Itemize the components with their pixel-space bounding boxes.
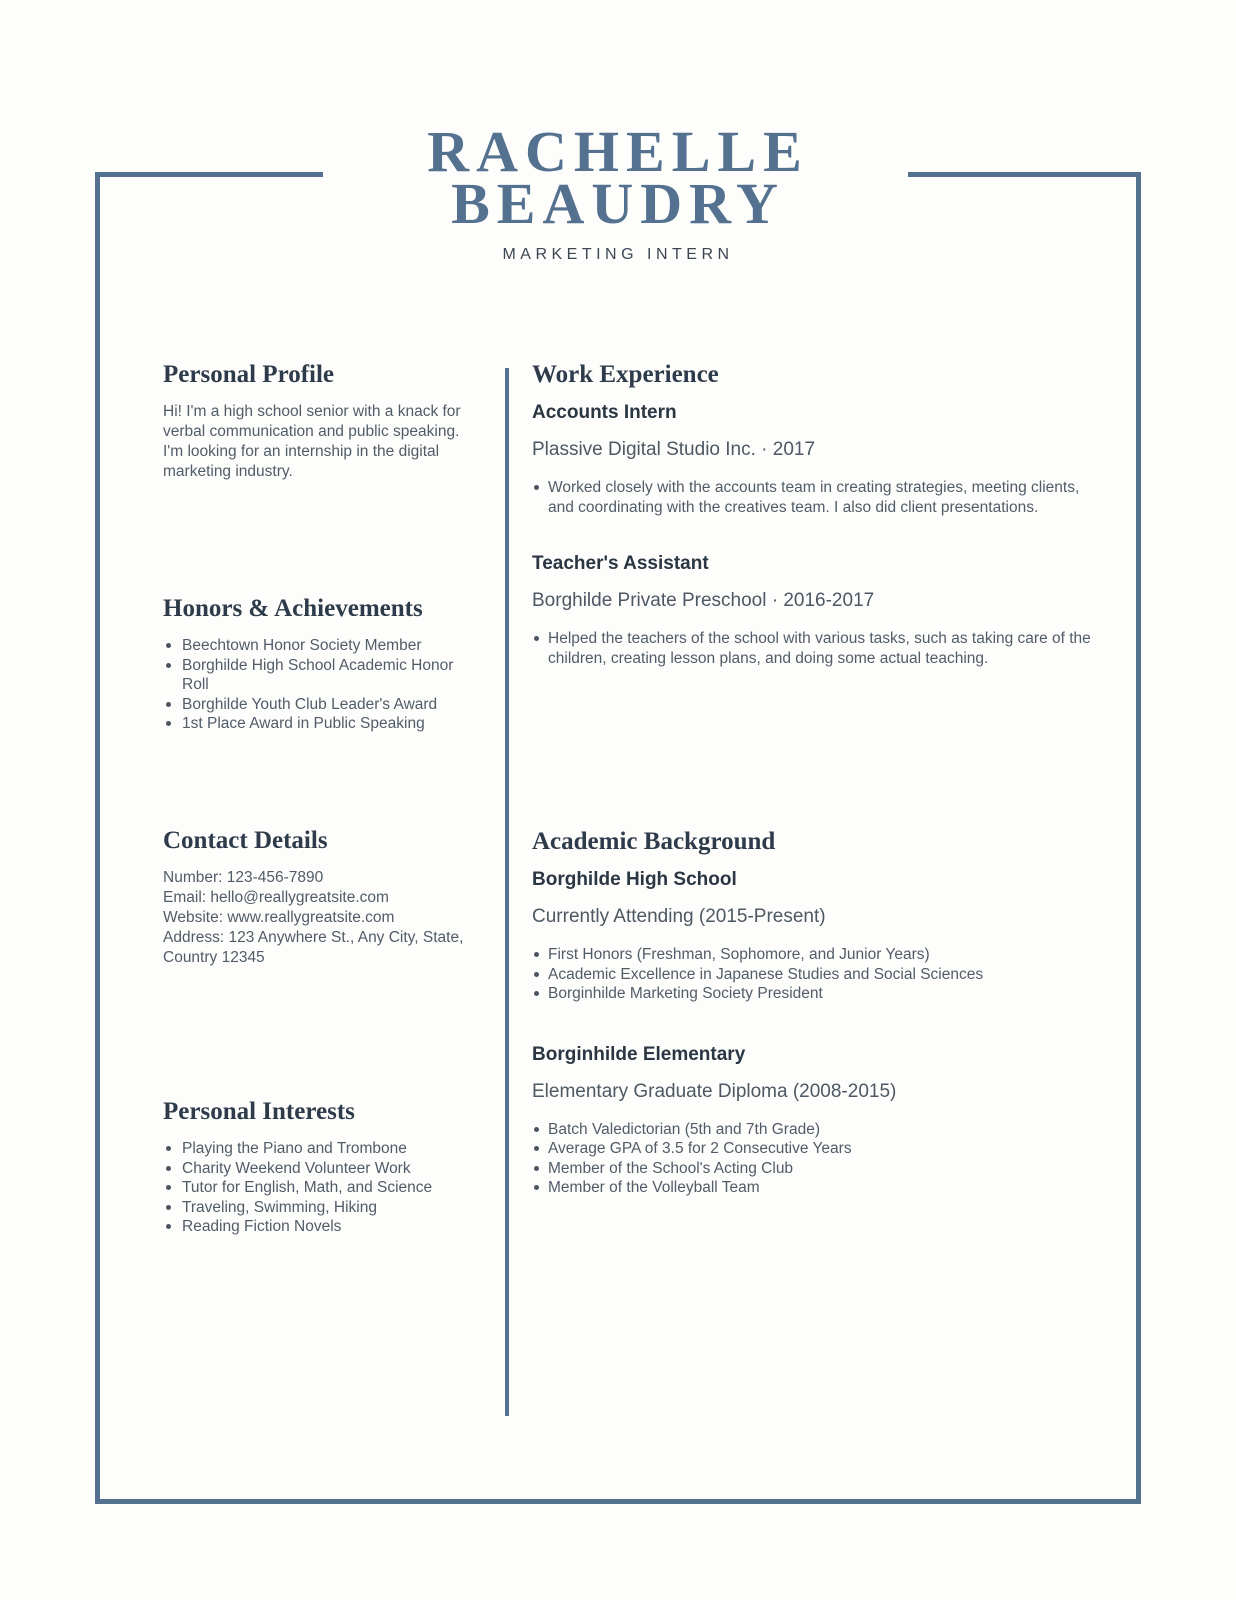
candidate-job-title: MARKETING INTERN: [502, 246, 734, 263]
education-school: Borginhilde Elementary: [532, 1043, 746, 1065]
honors-item: Beechtown Honor Society Member: [163, 636, 465, 656]
work-bullet: Worked closely with the accounts team in creating strategies, meeting clients, and coordinating with the creatives team. I also did client presentations.: [532, 478, 1097, 517]
work-entry: [532, 553, 1097, 668]
work-org-date: Borghilde Private Preschool · 2016-2017: [532, 590, 875, 611]
education-bullet: First Honors (Freshman, Sophomore, and Junior Years): [532, 945, 1097, 965]
candidate-last-name: BEAUDRY: [451, 171, 785, 236]
honors-item: Borghilde High School Academic Honor Roll: [163, 656, 465, 695]
section-academic-background: [532, 828, 1097, 1198]
section-personal-interests: [163, 1098, 465, 1237]
education-bullet: Member of the School's Acting Club: [532, 1159, 1097, 1179]
interests-item: Tutor for English, Math, and Science: [163, 1178, 465, 1198]
section-honors-achievements: [163, 595, 465, 734]
education-bullet: Borginhilde Marketing Society President: [532, 984, 1097, 1004]
education-entry: [532, 869, 1097, 1004]
column-divider-line: [505, 368, 509, 1416]
header: [0, 119, 1236, 264]
work-experience-heading: Work Experience: [532, 361, 719, 388]
section-work-experience: [532, 361, 1097, 668]
work-bullets: [532, 478, 1097, 517]
work-bullets: [532, 629, 1097, 668]
education-bullets: [532, 945, 1097, 1004]
work-bullet: Helped the teachers of the school with various tasks, such as taking care of the children, creating lesson plans, and doing some actual teaching.: [532, 629, 1097, 668]
contact-email: Email: hello@reallygreatsite.com: [163, 889, 389, 906]
contact-website: Website: www.reallygreatsite.com: [163, 909, 395, 926]
interests-item: Charity Weekend Volunteer Work: [163, 1159, 465, 1179]
candidate-name: [0, 119, 1236, 236]
frame-border-right: [1136, 172, 1141, 1504]
section-contact-details: [163, 827, 465, 968]
honors-list: [163, 636, 465, 734]
interests-item: Traveling, Swimming, Hiking: [163, 1198, 465, 1218]
personal-profile-heading: Personal Profile: [163, 361, 335, 388]
personal-profile-body: Hi! I'm a high school senior with a knack for verbal communication and public speaking. I'm looking for an internship in the digital marketing industry.: [163, 403, 461, 480]
interests-heading: Personal Interests: [163, 1098, 355, 1125]
education-bullet: Average GPA of 3.5 for 2 Consecutive Years: [532, 1139, 1097, 1159]
education-entry: [532, 1044, 1097, 1198]
work-role: Accounts Intern: [532, 402, 677, 423]
education-detail: Elementary Graduate Diploma (2008-2015): [532, 1080, 897, 1102]
interests-list: [163, 1139, 465, 1237]
contact-number: Number: 123-456-7890: [163, 869, 324, 886]
education-bullet: Member of the Volleyball Team: [532, 1178, 1097, 1198]
candidate-first-name: RACHELLE: [427, 119, 809, 184]
section-personal-profile: [163, 361, 465, 482]
honors-heading: Honors & Achievements: [163, 595, 423, 622]
education-bullet: Batch Valedictorian (5th and 7th Grade): [532, 1120, 1097, 1140]
work-entry: [532, 402, 1097, 517]
academic-background-heading: Academic Background: [532, 828, 776, 855]
education-bullets: [532, 1120, 1097, 1198]
education-school: Borghilde High School: [532, 869, 737, 890]
education-detail: Currently Attending (2015-Present): [532, 906, 826, 927]
honors-item: Borghilde Youth Club Leader's Award: [163, 695, 465, 715]
frame-border-left: [95, 172, 100, 1504]
frame-border-bottom: [95, 1499, 1141, 1504]
contact-address: Address: 123 Anywhere St., Any City, State, Country 12345: [163, 929, 464, 966]
interests-item: Playing the Piano and Trombone: [163, 1139, 465, 1159]
education-bullet: Academic Excellence in Japanese Studies and Social Sciences: [532, 965, 1097, 985]
honors-item: 1st Place Award in Public Speaking: [163, 714, 465, 734]
work-org-date: Plassive Digital Studio Inc. · 2017: [532, 439, 816, 460]
work-role: Teacher's Assistant: [532, 553, 709, 574]
contact-heading: Contact Details: [163, 827, 328, 854]
interests-item: Reading Fiction Novels: [163, 1217, 465, 1237]
